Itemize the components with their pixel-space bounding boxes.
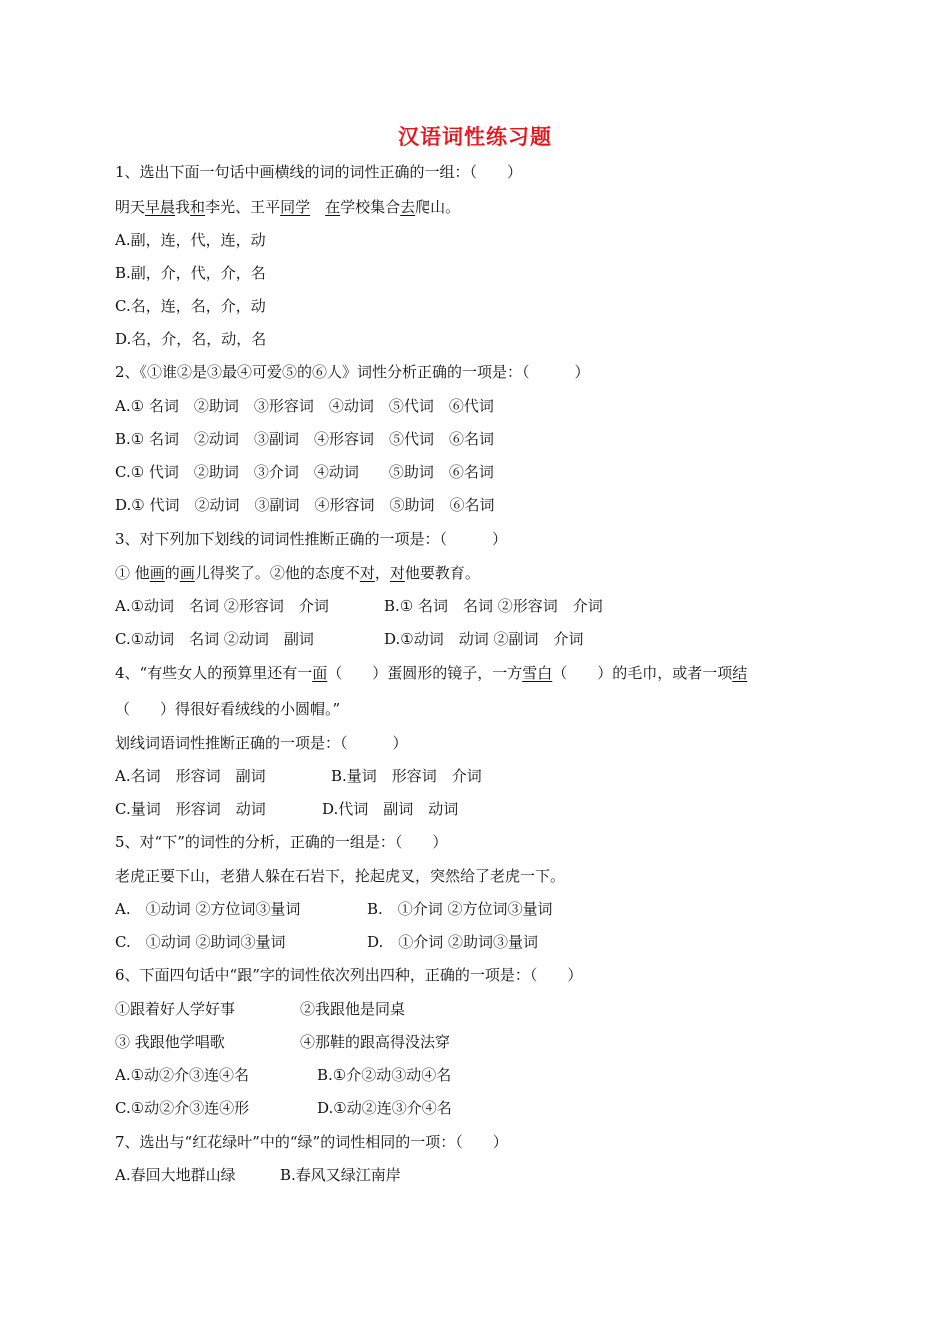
- page-title: 汉语词性练习题: [398, 125, 552, 149]
- q6-item-1: ①跟着好人学好事: [115, 1000, 236, 1018]
- q5-option-a: A. ①动词 ②方位词③量词: [115, 900, 301, 918]
- q4-option-b: B.量词 形容词 介词: [331, 767, 482, 785]
- q5-sentence: 老虎正要下山，老猎人躲在石岩下，抡起虎叉，突然给了老虎一下。: [115, 867, 566, 885]
- q6-option-d: D.①动②连③介④名: [317, 1099, 452, 1117]
- q6-option-b: B.①介②动③动④名: [317, 1066, 452, 1084]
- q4-line2: （ ）得很好看绒线的小圆帽。”: [115, 700, 341, 718]
- q3-option-c: C.①动词 名词 ②动词 副词: [115, 630, 314, 648]
- q5-option-b: B. ①介词 ②方位词③量词: [367, 900, 553, 918]
- q4-option-a: A.名词 形容词 副词: [115, 767, 266, 785]
- q3-option-b: B.① 名词 名词 ②形容词 介词: [384, 597, 603, 615]
- q1-stem: 1、选出下面一句话中画横线的词的词性正确的一组：（ ）: [115, 163, 523, 181]
- q1-option-a: A.副，连，代，连，动: [115, 231, 266, 249]
- q7-option-b: B.春风又绿江南岸: [280, 1166, 401, 1184]
- q2-option-c: C.① 代词 ②助词 ③介词 ④动词 ⑤助词 ⑥名词: [115, 463, 494, 481]
- q3-sentence: ① 他画的画儿得奖了。②他的态度不对，对他要教育。: [115, 564, 480, 582]
- q6-item-4: ④那鞋的跟高得没法穿: [300, 1033, 451, 1051]
- q6-item-3: ③ 我跟他学唱歌: [115, 1033, 225, 1051]
- q6-option-c: C.①动②介③连④形: [115, 1099, 250, 1117]
- q4-option-d: D.代词 副词 动词: [322, 800, 459, 818]
- q7-option-a: A.春回大地群山绿: [115, 1166, 236, 1184]
- q4-stem: 划线词语词性推断正确的一项是：（ ）: [115, 734, 408, 752]
- q3-option-d: D.①动词 动词 ②副词 介词: [384, 630, 584, 648]
- q6-stem: 6、下面四句话中“跟”字的词性依次列出四种，正确的一项是：（ ）: [115, 966, 583, 984]
- q2-stem: 2、《①谁②是③最④可爱⑤的⑥人》词性分析正确的一项是：（ ）: [115, 363, 590, 381]
- q1-option-b: B.副，介，代，介，名: [115, 264, 266, 282]
- q5-option-c: C. ①动词 ②助词③量词: [115, 933, 286, 951]
- q4-option-c: C.量词 形容词 动词: [115, 800, 266, 818]
- q6-item-2: ②我跟他是同桌: [300, 1000, 406, 1018]
- q2-option-d: D.① 代词 ②动词 ③副词 ④形容词 ⑤助词 ⑥名词: [115, 496, 495, 514]
- q1-option-d: D.名，介，名，动，名: [115, 330, 267, 348]
- q2-option-b: B.① 名词 ②动词 ③副词 ④形容词 ⑤代词 ⑥名词: [115, 430, 495, 448]
- q3-option-a: A.①动词 名词 ②形容词 介词: [115, 597, 329, 615]
- q5-stem: 5、对“下”的词性的分析，正确的一组是：（ ）: [115, 833, 448, 851]
- q7-stem: 7、选出与“红花绿叶”中的“绿”的词性相同的一项：（ ）: [115, 1133, 508, 1151]
- q5-option-d: D. ①介词 ②助词③量词: [367, 933, 539, 951]
- q4-line1: 4、“有些女人的预算里还有一面（ ）蛋圆形的镜子，一方雪白（ ）的毛巾，或者一项结: [115, 664, 748, 682]
- q1-option-c: C.名，连，名，介，动: [115, 297, 266, 315]
- q3-stem: 3、对下列加下划线的词词性推断正确的一项是：（ ）: [115, 530, 508, 548]
- q1-sentence: 明天早晨我和李光、王平同学 在学校集合去爬山。: [115, 198, 461, 216]
- q2-option-a: A.① 名词 ②助词 ③形容词 ④动词 ⑤代词 ⑥代词: [115, 397, 494, 415]
- q6-option-a: A.①动②介③连④名: [115, 1066, 250, 1084]
